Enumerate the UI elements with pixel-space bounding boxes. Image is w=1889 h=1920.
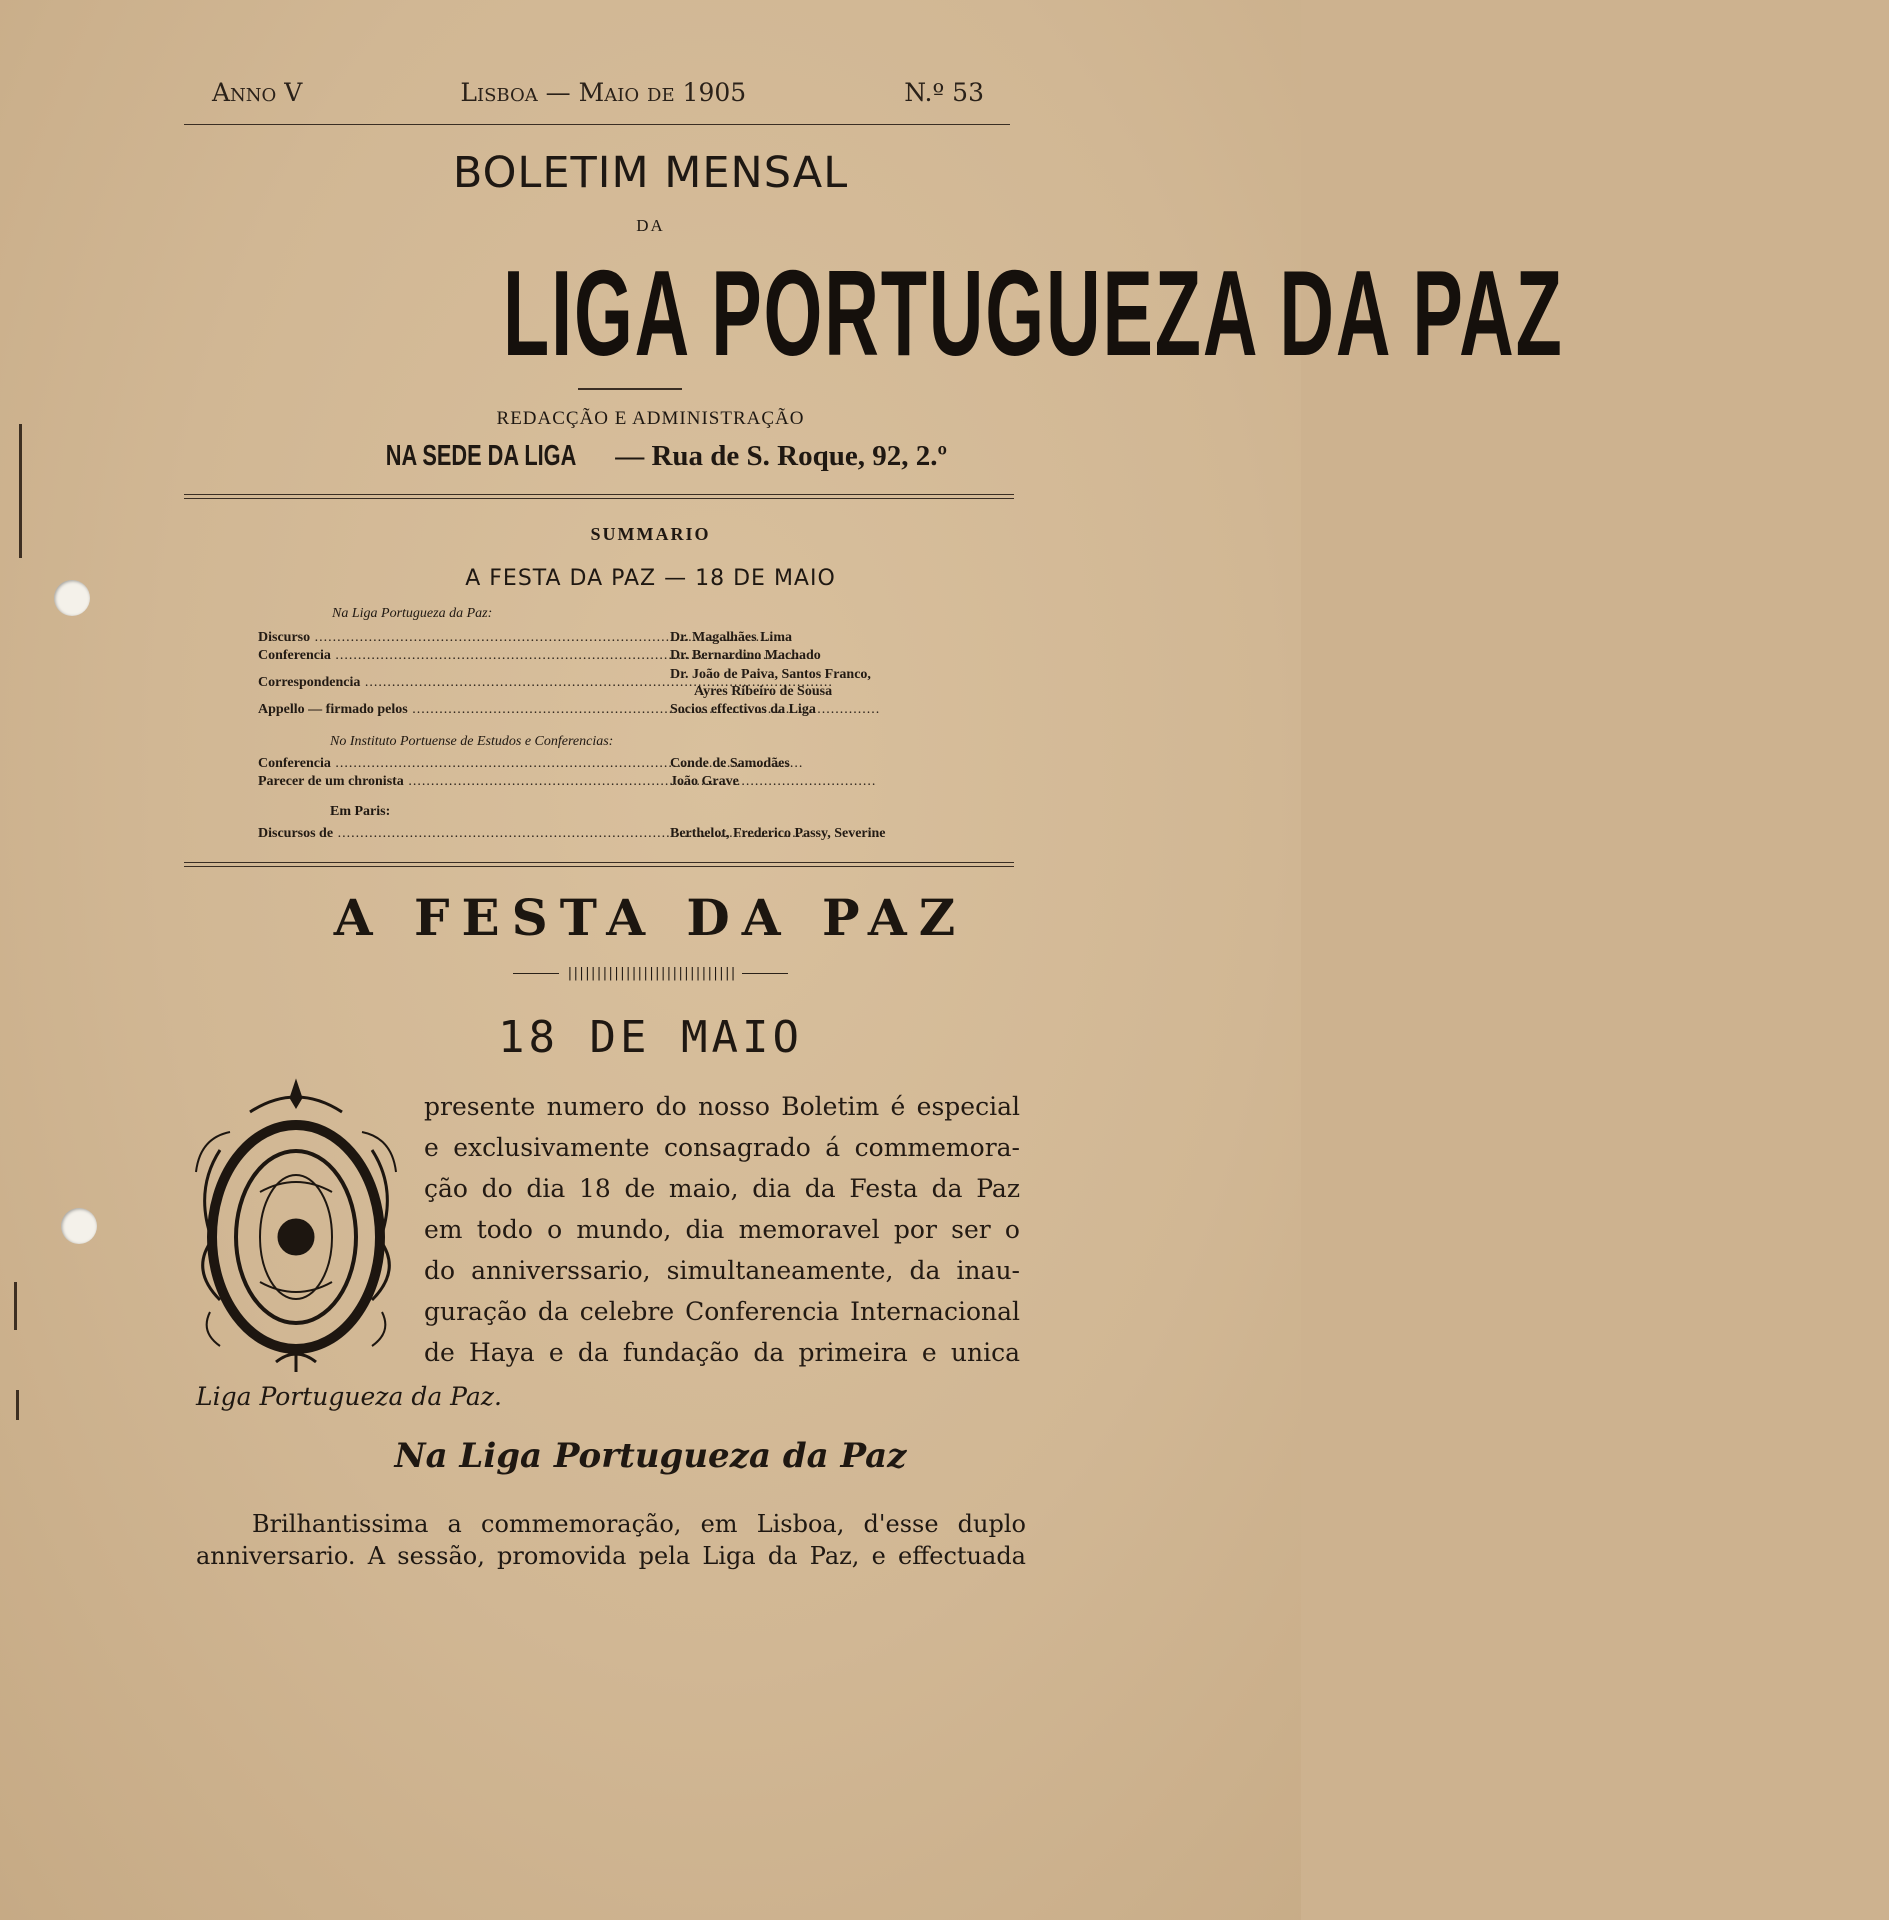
- toc-row: [258, 826, 978, 844]
- toc-value: João Grave: [670, 774, 739, 789]
- toc-value: Dr. Magalhães Lima: [670, 630, 792, 645]
- decorative-initial-o-icon: [190, 1072, 402, 1378]
- toc-label: Appello — firmado pelos .....: [258, 702, 630, 720]
- toc-value: Socios effectivos da Liga: [670, 702, 816, 717]
- masthead-title: LIGA PORTUGUEZA DA PAZ: [503, 245, 1564, 381]
- binding-mark: [16, 1390, 19, 1420]
- issue-place-date: Lisboa — Maio de 1905: [460, 78, 747, 107]
- body-line: em todo o mundo, dia memoravel por ser o: [424, 1215, 1020, 1244]
- toc-value-line: Dr. João de Paiva, Santos Franco,: [670, 667, 871, 682]
- binding-mark: [14, 1282, 17, 1330]
- sede-rule: [184, 494, 1014, 495]
- summary-rule-2: [184, 866, 1014, 867]
- punch-hole-bottom: [61, 1208, 97, 1244]
- toc-label: Conferencia .....: [258, 648, 630, 666]
- toc-value: Dr. Bernardino Machado: [670, 648, 821, 663]
- summary-rule: [184, 862, 1014, 863]
- boletim-title: BOLETIM MENSAL: [452, 148, 849, 198]
- header-rule: [184, 124, 1010, 125]
- summary-subhead: No Instituto Portuense de Estudos e Conferencias:: [330, 734, 614, 749]
- sede-prefix: NA SEDE DA LIGA: [385, 440, 577, 472]
- toc-label: Conferencia .....: [258, 756, 630, 774]
- da-label: DA: [636, 216, 665, 235]
- paragraph-line: anniversario. A sessão, promovida pela Liga da Paz, e effectuada: [196, 1542, 1026, 1570]
- toc-label: Parecer de um chronista .....: [258, 774, 630, 792]
- ornament-rule: |||||||||||||||||||||||||||||: [0, 966, 1301, 981]
- body-line: ção do dia 18 de maio, dia da Festa da Paz: [424, 1174, 1020, 1203]
- paragraph-line: Brilhantissima a commemoração, em Lisboa, d'esse duplo: [252, 1510, 1026, 1538]
- article-date: 18 DE MAIO: [498, 1012, 803, 1063]
- toc-row: [258, 756, 978, 774]
- masthead-rule: [578, 388, 682, 390]
- toc-label: Discurso .....: [258, 630, 630, 648]
- body-last-line: Liga Portugueza da Paz.: [196, 1382, 502, 1411]
- toc-row: [258, 702, 978, 720]
- summary-subhead: Na Liga Portugueza da Paz:: [332, 606, 493, 621]
- issue-year: Anno V: [212, 78, 303, 107]
- summary-title: SUMMARIO: [590, 524, 711, 544]
- toc-row: [258, 774, 978, 792]
- body-line: guração da celebre Conferencia Internacional: [424, 1297, 1020, 1326]
- toc-value-line: Ayres Ribeiro de Sousa: [694, 684, 833, 699]
- masthead: [178, 245, 1564, 381]
- section-paragraph: [196, 1508, 1026, 1572]
- toc-label: Correspondencia .....: [258, 666, 630, 702]
- toc-value: Berthelot, Frederico Passy, Severine: [670, 826, 886, 841]
- toc-row: [258, 666, 978, 702]
- sede-line: [0, 440, 1301, 473]
- toc-row: [258, 648, 978, 666]
- body-line: de Haya e da fundação da primeira e unica: [424, 1338, 1020, 1367]
- sede-rule-2: [184, 498, 1014, 499]
- toc-row: [258, 630, 978, 648]
- body-line: do anniverssario, simultaneamente, da inau-: [424, 1256, 1020, 1285]
- summary-subhead: Em Paris:: [330, 804, 391, 819]
- toc-value: Conde de Samodães: [670, 756, 790, 771]
- section-title: Na Liga Portugueza da Paz: [394, 1436, 907, 1476]
- toc-label: Discursos de .....: [258, 826, 630, 844]
- redaccao-line: REDACÇÃO E ADMINISTRAÇÃO: [496, 408, 805, 429]
- sede-address: — Rua de S. Roque, 92, 2.º: [615, 440, 948, 472]
- body-line: presente numero do nosso Boletim é especial: [424, 1092, 1020, 1121]
- body-line: e exclusivamente consagrado á commemora-: [424, 1133, 1020, 1162]
- toc-value: [670, 666, 871, 702]
- article-title: A FESTA DA PAZ: [333, 888, 968, 947]
- issue-header: [212, 78, 984, 118]
- summary-heading: A FESTA DA PAZ — 18 DE MAIO: [465, 566, 836, 591]
- issue-number: N.º 53: [904, 78, 984, 107]
- article-body: [424, 1086, 1020, 1373]
